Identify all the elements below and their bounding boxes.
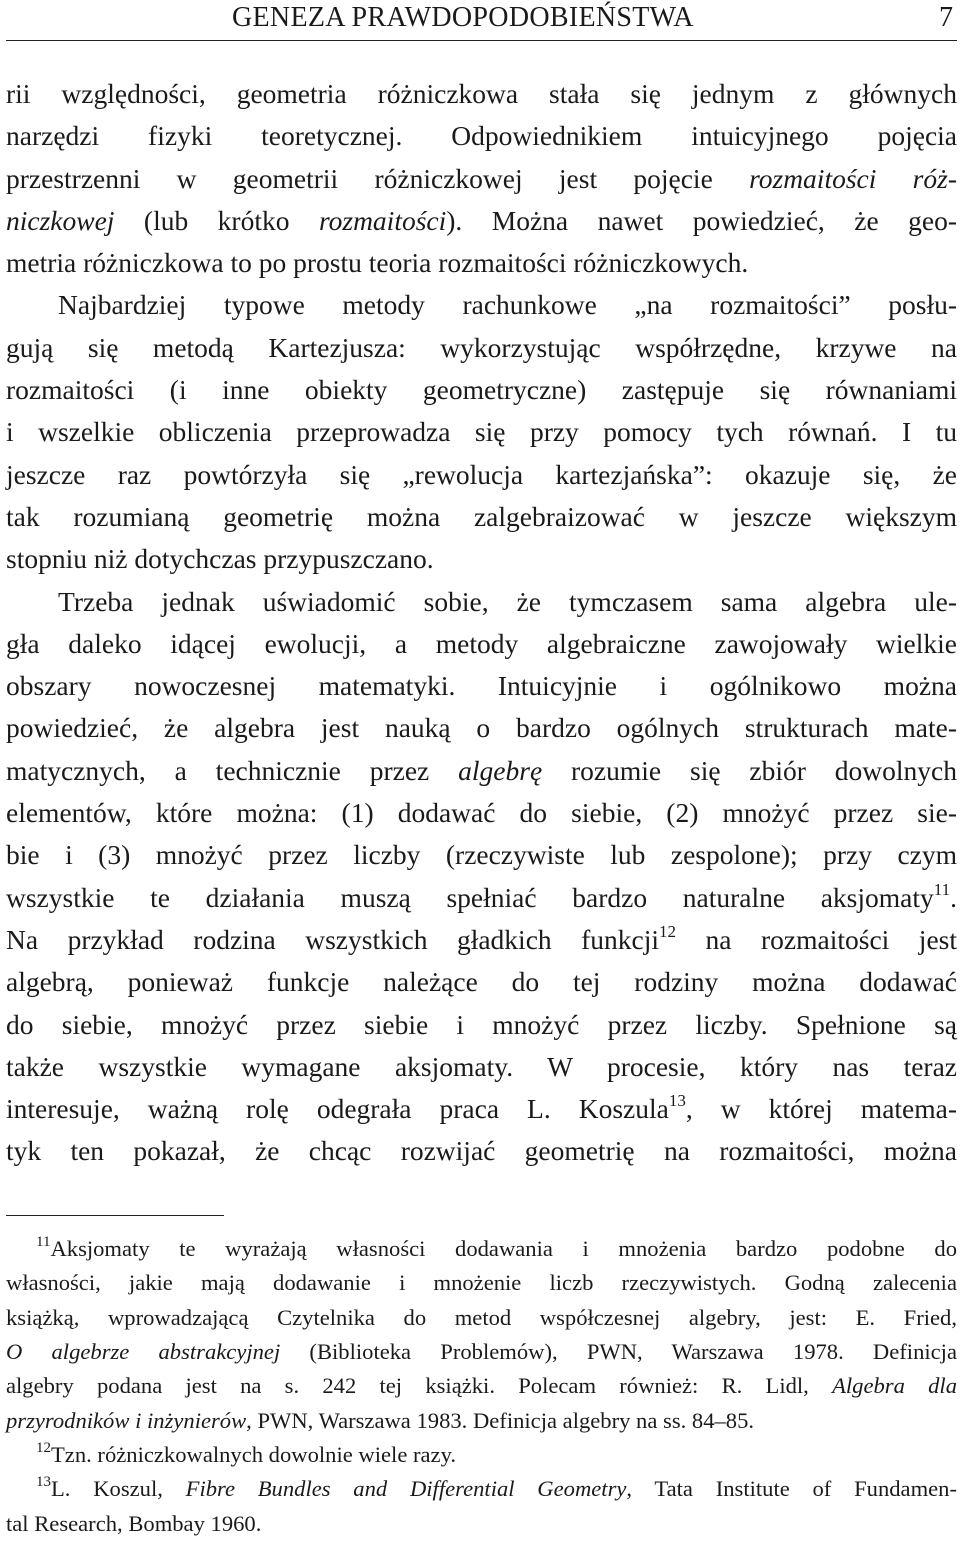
text-run: książką, wprowadzającą Czytelnika do metod współczesnej algebry, jest: E. Fried, <box>6 1304 957 1330</box>
text-run: Tzn. różniczkowalnych dowolnie wiele razy. <box>51 1442 457 1468</box>
text-run: , w której matema- <box>685 1093 957 1125</box>
text-run: algebrą, ponieważ funkcje należące do tej rodziny można dodawać <box>6 966 957 998</box>
text-line <box>6 369 957 411</box>
text-run: interesuje, ważną rolę odegrała praca L. Koszula <box>6 1093 669 1125</box>
text-run: gła daleko idącej ewolucji, a metody algebraiczne zawojowały wielkie <box>6 627 957 659</box>
footnote-ref: 11 <box>933 879 951 899</box>
text-line <box>6 1046 957 1088</box>
text-run: algebry podana jest na s. 242 tej książki. Polecam również: R. Lidl, <box>6 1373 833 1399</box>
text-line <box>6 242 957 284</box>
footnote-line <box>6 1335 957 1369</box>
italic-run: O algebrze abstrakcyjnej <box>6 1338 281 1364</box>
text-line <box>6 961 957 1003</box>
italic-run: niczkowej <box>6 204 115 236</box>
document-page <box>6 0 957 1541</box>
text-line <box>6 623 957 665</box>
running-header <box>6 0 957 41</box>
text-line <box>6 496 957 538</box>
footnote-line <box>6 1266 957 1300</box>
text-run: tal Research, Bombay 1960. <box>6 1510 262 1536</box>
footnote-ref: 11 <box>36 1233 51 1250</box>
text-run: (lub krótko <box>114 204 319 236</box>
text-run: (Biblioteka Problemów), PWN, Warszawa 1978. Definicja <box>280 1338 957 1364</box>
footnote-line <box>6 1507 957 1541</box>
page-number: 7 <box>939 2 953 33</box>
text-run: i wszelkie obliczenia przeprowadza się przy pomocy tych równań. I tu <box>6 416 957 448</box>
text-run: , Tata Institute of Fundamen- <box>626 1476 958 1502</box>
text-line <box>6 1130 957 1172</box>
text-line <box>6 707 957 749</box>
running-title: GENEZA PRAWDOPODOBIEŃSTWA <box>232 2 694 33</box>
italic-run: przyrodników i inżynierów <box>6 1407 247 1433</box>
text-run: powiedzieć, że algebra jest nauką o bardzo ogólnych strukturach mate- <box>6 712 957 744</box>
text-run: gują się metodą Kartezjusza: wykorzystując współrzędne, krzywe na <box>6 331 957 363</box>
footnote-line <box>6 1404 957 1438</box>
text-run: Na przykład rodzina wszystkich gładkich funkcji <box>6 923 660 955</box>
text-line <box>6 1004 957 1046</box>
text-line <box>6 877 957 919</box>
text-line <box>6 538 957 580</box>
text-run: także wszystkie wymagane aksjomaty. W procesie, który nas teraz <box>6 1050 957 1082</box>
text-line <box>6 834 957 876</box>
text-line <box>6 665 957 707</box>
italic-run: Fibre Bundles and Differential Geometry <box>185 1476 627 1502</box>
footnote-line <box>6 1301 957 1335</box>
footnote-line <box>6 1369 957 1403</box>
text-line <box>6 1088 957 1130</box>
text-run: rozmaitości (i inne obiekty geometryczne) zastępuje się równaniami <box>6 374 957 406</box>
text-run: narzędzi fizyki teoretycznej. Odpowiednikiem intuicyjnego pojęcia <box>6 120 957 152</box>
text-run: Aksjomaty te wyrażają własności dodawania i mnożenia bardzo podobne do <box>50 1235 957 1261</box>
text-run: rii względności, geometria różniczkowa stała się jednym z głównych <box>6 78 957 109</box>
text-line <box>6 919 957 961</box>
text-line <box>6 792 957 834</box>
text-line <box>6 200 957 242</box>
footnotes <box>6 1232 957 1541</box>
text-run: Trzeba jednak uświadomić sobie, że tymczasem sama algebra ule- <box>58 585 957 617</box>
text-line <box>6 581 957 623</box>
text-run: obszary nowoczesnej matematyki. Intuicyjnie i ogólnikowo można <box>6 670 957 702</box>
italic-run: rozmaitości <box>318 204 447 236</box>
text-run: elementów, które można: (1) dodawać do siebie, (2) mnożyć przez sie- <box>6 797 957 829</box>
body-text <box>6 73 957 1173</box>
italic-run: algebrę <box>458 754 543 786</box>
text-run: . <box>950 881 957 913</box>
text-run: bie i (3) mnożyć przez liczby (rzeczywiste lub zespolone); przy czym <box>6 839 957 871</box>
text-run: rozumie się zbiór dowolnych <box>542 754 957 786</box>
text-run: tyk ten pokazał, że chcąc rozwijać geometrię na rozmaitości, można <box>6 1135 957 1167</box>
text-run: ). Można nawet powiedzieć, że geo- <box>446 204 957 236</box>
footnote-line <box>6 1472 957 1506</box>
text-run: do siebie, mnożyć przez siebie i mnożyć przez liczby. Spełnione są <box>6 1008 957 1040</box>
text-run: L. Koszul, <box>51 1476 186 1502</box>
italic-run: rozmaitości róż- <box>749 162 957 194</box>
footnote-ref: 12 <box>659 921 677 941</box>
italic-run: Algebra dla <box>832 1373 958 1399</box>
text-run: własności, jakie mają dodawanie i mnożenie liczb rzeczywistych. Godną zalecenia <box>6 1270 957 1296</box>
footnote-line <box>6 1438 957 1472</box>
footnote-ref: 13 <box>668 1091 686 1111</box>
footnote-line <box>6 1232 957 1266</box>
text-line <box>6 73 957 115</box>
text-run: wszystkie te działania muszą spełniać bardzo naturalne aksjomaty <box>6 881 934 913</box>
text-run: przestrzenni w geometrii różniczkowej jest pojęcie <box>6 162 750 194</box>
text-run: tak rozumianą geometrię można zalgebraizować w jeszcze większym <box>6 500 957 532</box>
text-run: stopniu niż dotychczas przypuszczano. <box>6 543 434 575</box>
text-line <box>6 454 957 496</box>
text-run: matycznych, a technicznie przez <box>6 754 459 786</box>
text-line <box>6 158 957 200</box>
text-line <box>6 327 957 369</box>
text-run: jeszcze raz powtórzyła się „rewolucja kartezjańska”: okazuje się, że <box>6 458 957 490</box>
footnote-ref: 12 <box>36 1440 51 1457</box>
text-run: , PWN, Warszawa 1983. Definicja algebry na ss. 84–85. <box>246 1407 755 1433</box>
text-line <box>6 115 957 157</box>
text-run: metria różniczkowa to po prostu teoria rozmaitości różniczkowych. <box>6 247 749 279</box>
text-line <box>6 411 957 453</box>
text-line <box>6 284 957 326</box>
text-line <box>6 750 957 792</box>
footnote-ref: 13 <box>36 1474 51 1491</box>
footnote-rule <box>6 1215 224 1216</box>
text-run: na rozmaitości jest <box>676 923 957 955</box>
text-run: Najbardziej typowe metody rachunkowe „na rozmaitości” posłu- <box>58 289 957 321</box>
